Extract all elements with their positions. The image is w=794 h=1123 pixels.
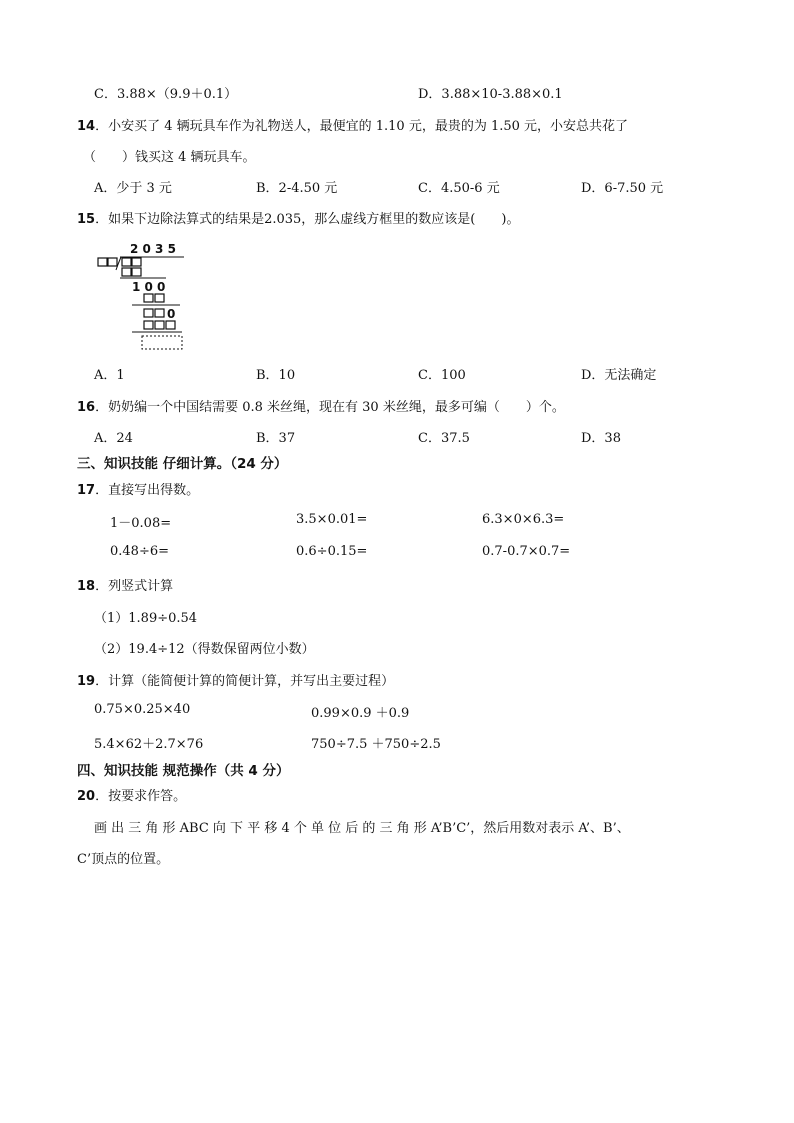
question-19 [77, 670, 394, 689]
q16-option-c: C．37.5 [418, 431, 470, 446]
question-number: 19 [77, 674, 96, 689]
product-box [144, 294, 153, 302]
calc-item: 0.75×0.25×40 [94, 702, 191, 717]
section-heading-3: 三、知识技能 仔细计算。（24 分） [77, 456, 288, 472]
q15-option-c: C．100 [418, 368, 466, 383]
question-text: ．如果下边除法算式的结果是2.035，那么虚线方框里的数应该是( )。 [95, 212, 520, 227]
question-17 [77, 479, 199, 498]
question-text: ．小安买了 4 辆玩具车作为礼物送人，最便宜的 1.10 元，最贵的为 1.50 元，小安总共花了 [95, 119, 629, 134]
remainder-box [155, 309, 164, 317]
question-20 [77, 785, 186, 804]
calc-item: 5.4×62＋2.7×76 [94, 737, 204, 752]
product-box [144, 321, 153, 329]
q13-option-d: D．3.88×10-3.88×0.1 [418, 87, 563, 102]
q14-option-d: D．6-7.50 元 [581, 181, 664, 196]
product-box [166, 321, 175, 329]
q20-line1: 画 出 三 角 形 ABC 向 下 平 移 4 个 单 位 后 的 三 角 形 A’B’C’，然后用数对表示 A’、B’、 [94, 821, 630, 836]
calc-item: 3.5×0.01= [296, 512, 368, 527]
calc-item: 0.6÷0.15= [296, 544, 368, 559]
question-number: 20 [77, 789, 96, 804]
dashed-answer-box [142, 336, 182, 349]
product-box [155, 294, 164, 302]
calc-item: 750÷7.5 ＋750÷2.5 [311, 737, 441, 752]
calc-item: 6.3×0×6.3= [482, 512, 565, 527]
long-division-figure [94, 238, 194, 356]
q16-option-d: D．38 [581, 431, 621, 446]
vertical-calc-item: （2）19.4÷12（得数保留两位小数） [94, 642, 315, 657]
remainder-box [144, 309, 153, 317]
q16-option-b: B．37 [256, 431, 296, 446]
calc-item: 0.99×0.9 ＋0.9 [311, 706, 410, 721]
question-number: 14 [77, 119, 96, 134]
dividend-box [122, 258, 131, 266]
question-number: 15 [77, 212, 96, 227]
q20-line2: C’顶点的位置。 [77, 852, 170, 867]
product-box [155, 321, 164, 329]
divisor-box [98, 258, 107, 266]
q15-option-b: B．10 [256, 368, 296, 383]
q15-option-d: D．无法确定 [581, 368, 657, 383]
divisor-box [108, 258, 117, 266]
calc-item: 1－0.08= [110, 516, 172, 531]
question-18 [77, 575, 173, 594]
question-text: ．直接写出得数。 [95, 483, 200, 498]
q14-line2: （ ）钱买这 4 辆玩具车。 [83, 150, 256, 165]
product-box [132, 268, 141, 276]
vertical-calc-item: （1）1.89÷0.54 [94, 611, 198, 626]
section-heading-4: 四、知识技能 规范操作（共 4 分） [77, 763, 290, 779]
q14-option-c: C．4.50-6 元 [418, 181, 500, 196]
question-number: 17 [77, 483, 96, 498]
q14-option-a: A．少于 3 元 [94, 181, 172, 196]
quotient: 2 0 3 5 [130, 242, 176, 256]
q15-option-a: A．1 [94, 368, 125, 383]
calc-item: 0.48÷6= [110, 544, 170, 559]
remainder-row: 1 0 0 [132, 280, 166, 294]
question-text: ．按要求作答。 [95, 789, 187, 804]
q14-option-b: B．2-4.50 元 [256, 181, 338, 196]
dividend-box [132, 258, 141, 266]
question-text: ．计算（能简便计算的简便计算，并写出主要过程） [95, 674, 395, 689]
question-14 [77, 115, 628, 134]
question-text: ．奶奶编一个中国结需要 0.8 米丝绳，现在有 30 米丝绳，最多可编（ ）个。 [95, 400, 565, 415]
product-box [122, 268, 131, 276]
remainder-zero: 0 [167, 307, 176, 321]
question-16 [77, 396, 565, 415]
calc-item: 0.7-0.7×0.7= [482, 544, 571, 559]
question-text: ．列竖式计算 [95, 579, 174, 594]
question-number: 16 [77, 400, 96, 415]
q16-option-a: A．24 [94, 431, 133, 446]
question-15 [77, 208, 519, 227]
question-number: 18 [77, 579, 96, 594]
q13-option-c: C．3.88×（9.9＋0.1） [94, 87, 238, 102]
